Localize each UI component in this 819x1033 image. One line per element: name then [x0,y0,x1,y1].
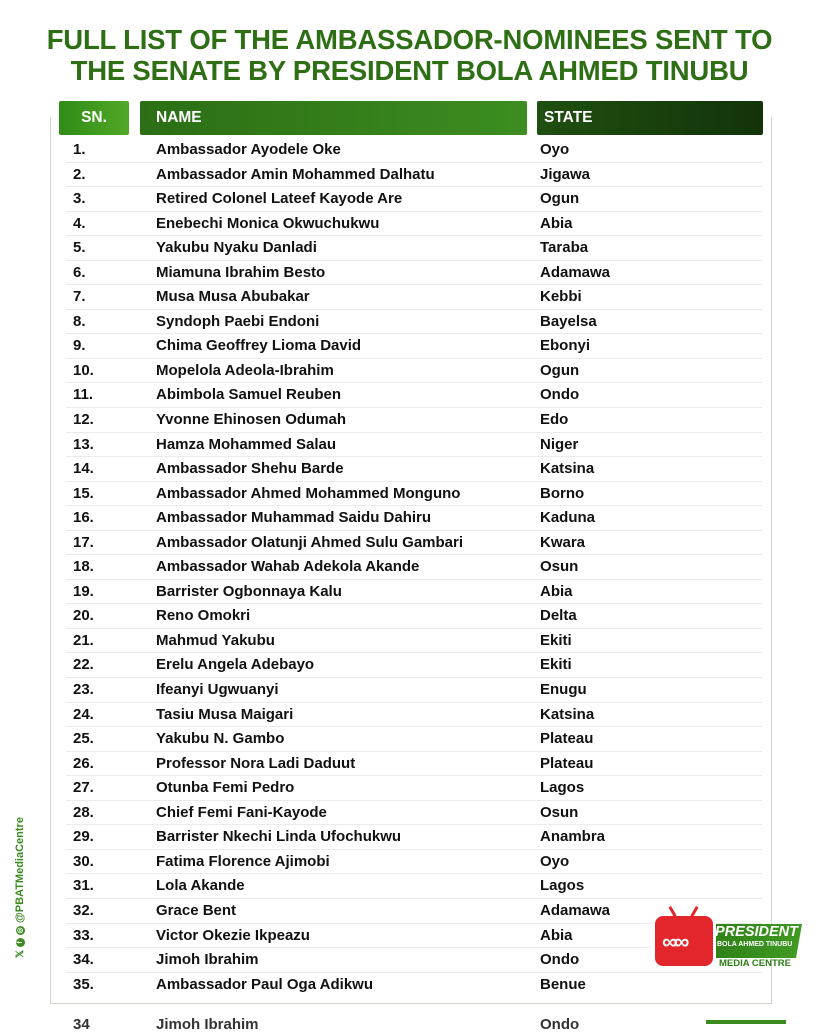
row-name: Retired Colonel Lateef Kayode Are [156,190,403,208]
row-name: Hamza Mohammed Salau [156,435,337,453]
row-state: Ogun [540,190,580,208]
table-row [66,236,762,261]
ghost-state: Ondo [540,1016,580,1033]
row-name: Jimoh Ibrahim [156,951,259,969]
ghost-row [0,1012,819,1033]
row-state: Katsina [540,705,595,723]
row-state: Ondo [540,951,580,969]
ghost-name: Jimoh Ibrahim [156,1016,259,1033]
header-state: STATE [537,101,763,135]
page-title [0,24,819,86]
table-row [66,653,762,678]
title-line-1: FULL LIST OF THE AMBASSADOR-NOMINEES SENT TO [46,24,773,55]
row-name: Barrister Nkechi Linda Ufochukwu [156,828,402,846]
row-name: Ambassador Shehu Barde [156,460,344,478]
row-name: Ambassador Amin Mohammed Dalhatu [156,165,435,183]
table-row [66,850,762,875]
row-sn: 34. [73,951,94,969]
row-sn: 4. [73,214,86,232]
row-state: Bayelsa [540,312,597,330]
row-state: Anambra [540,828,606,846]
row-name: Lola Akande [156,877,245,895]
row-name: Ambassador Ayodele Oke [156,141,341,158]
row-sn: 8. [73,312,86,330]
row-name: Victor Okezie Ikpeazu [156,926,310,944]
row-sn: 13. [73,435,94,453]
row-name: Fatima Florence Ajimobi [156,852,330,870]
row-sn: 26. [73,754,94,772]
table-row [66,727,762,752]
row-name: Chief Femi Fani-Kayode [156,803,327,821]
row-state: Abia [540,926,573,944]
row-state: Lagos [540,877,585,895]
row-sn: 10. [73,361,94,379]
row-sn: 19. [73,582,94,600]
row-state: Benue [540,975,586,993]
row-sn: 35. [73,975,94,993]
row-name: Barrister Ogbonnaya Kalu [156,582,342,600]
row-sn: 25. [73,730,94,748]
table-row [66,776,762,801]
table-row [66,703,762,728]
table-row [66,334,762,359]
row-name: Abimbola Samuel Reuben [156,386,342,404]
header-sn: SN. [59,101,129,135]
row-sn: 1. [73,141,86,158]
row-sn: 17. [73,533,94,551]
row-state: Edo [540,411,569,429]
table-row [66,752,762,777]
row-sn: 33. [73,926,94,944]
row-state: Abia [540,582,573,600]
table-row [66,973,762,998]
row-sn: 20. [73,607,94,625]
row-name: Mopelola Adeola-Ibrahim [156,361,334,379]
row-sn: 11. [73,386,94,404]
table-row [66,457,762,482]
table-row [66,531,762,556]
row-sn: 7. [73,288,86,306]
logo-title: PRESIDENT [715,924,798,940]
row-name: Tasiu Musa Maigari [156,705,294,723]
row-name: Ambassador Muhammad Saidu Dahiru [156,509,432,527]
table-row [66,555,762,580]
table-row [66,285,762,310]
table-row [66,359,762,384]
row-state: Osun [540,558,579,576]
row-state: Plateau [540,754,594,772]
row-name: Otunba Femi Pedro [156,779,295,797]
row-state: Kaduna [540,509,596,527]
table-row [66,604,762,629]
row-state: Taraba [540,239,589,257]
row-sn: 16. [73,509,94,527]
media-centre-logo [655,906,805,976]
row-state: Jigawa [540,165,591,183]
row-state: Niger [540,435,579,453]
row-state: Katsina [540,460,595,478]
row-state: Kwara [540,533,586,551]
row-name: Syndoph Paebi Endoni [156,312,320,330]
table-row [66,163,762,188]
row-state: Oyo [540,852,570,870]
table-row [66,383,762,408]
table-row [66,187,762,212]
row-sn: 21. [73,631,94,649]
row-sn: 6. [73,263,86,281]
row-sn: 28. [73,803,94,821]
table-row [66,408,762,433]
nominee-table [66,138,762,997]
row-name: Ambassador Olatunji Ahmed Sulu Gambari [156,533,464,551]
logo-media-centre: MEDIA CENTRE [719,958,791,969]
row-sn: 9. [73,337,86,355]
row-state: Enugu [540,681,587,699]
row-state: Ekiti [540,656,572,674]
row-state: Plateau [540,730,594,748]
row-name: Ifeanyi Ugwuanyi [156,681,279,699]
row-name: Ambassador Wahab Adekola Akande [156,558,420,576]
row-name: Mahmud Yakubu [156,631,275,649]
row-state: Delta [540,607,577,625]
instagram-icon: ◎ [16,927,24,934]
row-name: Ambassador Ahmed Mohammed Monguno [156,484,461,502]
social-handle-text: @PBATMediaCentre [14,817,26,923]
table-row [66,874,762,899]
ghost-sn: 34 [73,1016,90,1033]
row-name: Yakubu Nyaku Danladi [156,239,317,257]
table-row [66,261,762,286]
row-state: Adamawa [540,263,611,281]
row-sn: 14. [73,460,94,478]
row-state: Kebbi [540,288,582,306]
row-sn: 12. [73,411,94,429]
row-state: Ogun [540,361,580,379]
table-row [66,138,762,163]
table-row [66,310,762,335]
header-name: NAME [140,101,527,135]
row-state: Adamawa [540,901,611,919]
row-name: Reno Omokri [156,607,251,625]
table-row [66,801,762,826]
logo-subtitle: BOLA AHMED TINUBU [717,941,793,948]
social-handle [14,817,26,958]
table-row [66,825,762,850]
table-row [66,212,762,237]
row-state: Ondo [540,386,580,404]
row-sn: 5. [73,239,86,257]
row-name: Yvonne Ehinosen Odumah [156,411,347,429]
row-name: Miamuna Ibrahim Besto [156,263,326,281]
row-state: Ekiti [540,631,572,649]
row-sn: 27. [73,779,94,797]
row-name: Yakubu N. Gambo [156,730,285,748]
table-row [66,482,762,507]
table-row [66,433,762,458]
row-name: Ambassador Paul Oga Adikwu [156,975,373,993]
row-sn: 22. [73,656,94,674]
row-name: Chima Geoffrey Lioma David [156,337,362,355]
row-state: Abia [540,214,573,232]
row-state: Oyo [540,141,570,158]
row-state: Osun [540,803,579,821]
row-state: Lagos [540,779,585,797]
row-name: Enebechi Monica Okwuchukwu [156,214,380,232]
row-sn: 29. [73,828,94,846]
row-name: Erelu Angela Adebayo [156,656,315,674]
row-sn: 3. [73,190,86,208]
row-sn: 15. [73,484,94,502]
tv-icon: ∞∞ [655,916,713,966]
row-sn: 18. [73,558,94,576]
row-sn: 24. [73,705,94,723]
facebook-icon: f [16,938,25,947]
row-state: Borno [540,484,585,502]
row-name: Professor Nora Ladi Daduut [156,754,356,772]
table-row [66,506,762,531]
row-name: Grace Bent [156,901,237,919]
x-icon: 𝕏 [14,949,26,958]
row-sn: 2. [73,165,86,183]
row-sn: 31. [73,877,94,895]
row-sn: 23. [73,681,94,699]
row-sn: 30. [73,852,94,870]
table-row [66,629,762,654]
row-name: Musa Musa Abubakar [156,288,310,306]
table-row [66,678,762,703]
row-sn: 32. [73,901,94,919]
title-line-2: THE SENATE BY PRESIDENT BOLA AHMED TINUBU [70,55,749,86]
table-row [66,580,762,605]
row-state: Ebonyi [540,337,591,355]
